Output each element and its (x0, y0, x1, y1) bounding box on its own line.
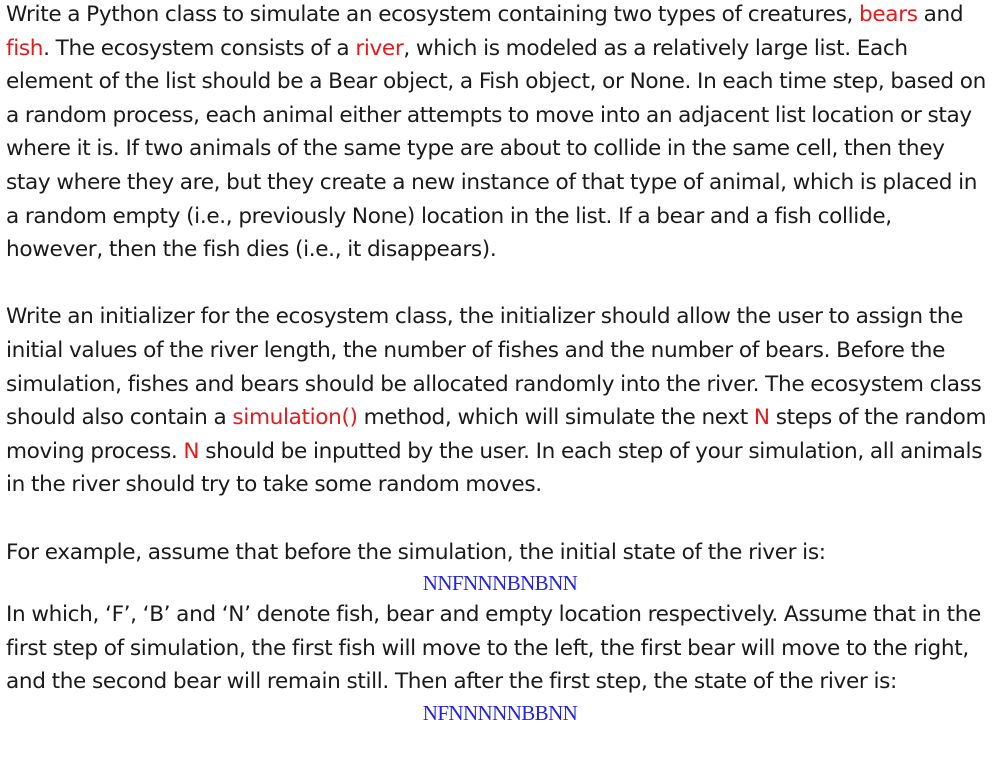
text-run: steps of the random moving process. (6, 405, 987, 464)
paragraph-gap (6, 502, 994, 536)
keyword-river: river (355, 35, 404, 61)
text-run: For example, assume that before the simulation, the initial state of the river is: (6, 539, 826, 565)
river-initial-state: NNFNNNBNBNN (422, 571, 578, 596)
text-run: should be inputted by the user. In each step of your simulation, all animals in the river should try to take some random moves. (6, 438, 983, 498)
keyword-n: N (183, 438, 200, 464)
text-run: . The ecosystem consists of a (43, 35, 356, 61)
text-run: Write an initializer for the ecosystem class, the initializer should allow the user to assign the initial values of the river length, the number of fishes and the number of bears. Before the simulation, fishes and bears should be allocated randomly into the river. The ecosystem class should also contain a (6, 304, 982, 431)
document-body (6, 0, 994, 728)
text-run: , which is modeled as a relatively large list. Each element of the list should be a Bear object, a Fish object, or None. In each time step, based on a random process, each animal either attempts to move into an adjacent list location or stay where it is. If two animals of the same type are about to collide in the same cell, then they stay where they are, but they create a new instance of that type of animal, which is placed in a random empty (i.e., previously None) location in the list. If a bear and a fish collide, however, then the fish dies (i.e., it disappears). (6, 35, 986, 263)
paragraph-gap (6, 267, 994, 301)
text-run: Write a Python class to simulate an ecosystem containing two types of creatures, (6, 2, 860, 27)
paragraph-initializer-requirements (6, 300, 994, 502)
text-run: and (917, 2, 964, 27)
text-run: In which, ‘F’, ‘B’ and ‘N’ denote fish, bear and empty location respectively. Assume that in the first step of simulation, the first fish will move to the left, the first bear will move to the right, and the second bear will remain still. Then after the first step, the state of the river is: (6, 602, 981, 695)
keyword-simulation-method: simulation() (232, 405, 358, 431)
paragraph-example-intro (6, 536, 994, 570)
keyword-fish: fish (6, 35, 44, 61)
keyword-bears: bears (859, 2, 918, 27)
river-after-step-state: NFNNNNNBBNN (422, 700, 578, 725)
paragraph-problem-description (6, 0, 994, 267)
keyword-n: N (753, 405, 770, 431)
paragraph-example-explanation (6, 598, 994, 699)
text-run: method, which will simulate the next (357, 405, 754, 431)
